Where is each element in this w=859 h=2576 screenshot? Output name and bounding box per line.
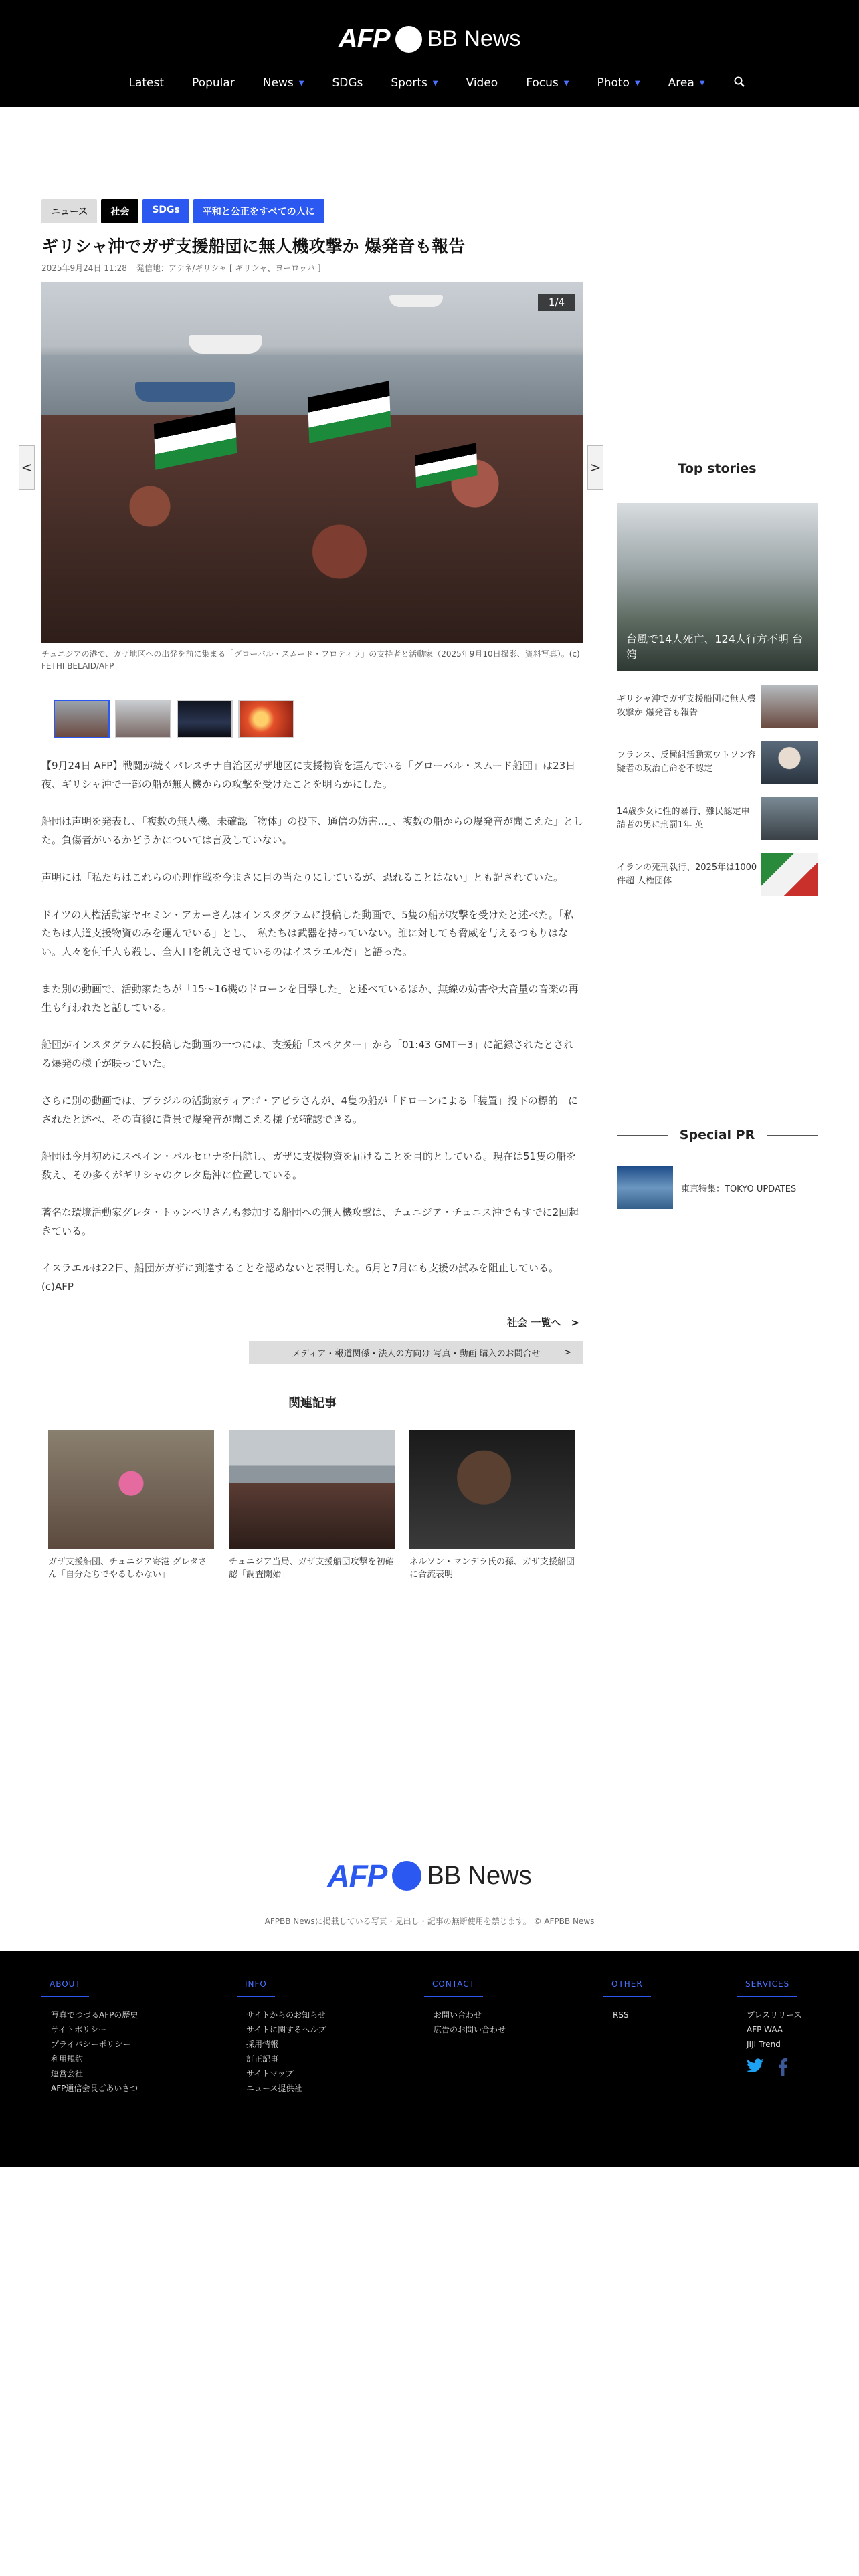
related-card[interactable] [48,1430,214,1582]
nav-label: Area [668,76,694,90]
footer-link[interactable]: 運営会社 [51,2069,84,2078]
photo-boat [135,382,235,402]
article-paragraph: 船団は今月初めにスペイン・バルセロナを出航し、ガザに支援物資を届けることを目的としている。現在は51隻の船を数え、その多くがギリシャのクレタ島沖に位置している。 [41,1150,577,1182]
footer-col-title: ABOUT [41,1979,89,1997]
logo-afp-text: AFP [338,24,390,53]
divider [617,1135,668,1136]
nav-label: Video [466,76,498,90]
footer-link[interactable]: AFP通信会長ごあいさつ [51,2084,138,2093]
site-logo[interactable] [0,24,859,58]
inquiry-button[interactable] [249,1341,583,1364]
nav-photo[interactable] [583,76,654,90]
nav-sports[interactable] [377,76,452,90]
thumbnail[interactable] [238,700,294,738]
nav-label: Sports [391,76,427,90]
footer-copyright: AFPBB Newsに掲載している写真・見出し・記事の無断使用を禁じます。 © AFPBB News [264,1917,595,1926]
top-story-item[interactable] [617,853,818,896]
thumbnail[interactable] [177,700,233,738]
related-heading-label: 関連記事 [288,1396,337,1410]
related-title: ガザ支援船団、チュニジア寄港 グレタさん「自分たちでやるしかない」 [48,1556,207,1580]
logo-bbnews-text: BB News [427,26,521,51]
tag-sdgs[interactable]: SDGs [142,199,189,223]
sidebar-top-stories [617,461,818,896]
footer-col-contact [424,1977,506,2037]
nav-label: Latest [128,76,165,90]
article-title: ギリシャ沖でガザ支援船団に無人機攻撃か 爆発音も報告 [41,237,466,256]
related-card[interactable] [229,1430,395,1582]
article-photo[interactable] [41,282,583,643]
top-story-thumb [761,797,818,840]
nav-news[interactable] [249,76,318,90]
tag-society[interactable]: 社会 [101,199,138,223]
top-story-item[interactable] [617,797,818,840]
photo-boat [389,295,443,307]
chevron-down-icon: ▼ [432,79,438,87]
footer-link[interactable]: JIJI Trend [747,2040,781,2049]
tag-news[interactable]: ニュース [41,199,97,223]
article [41,199,583,1582]
inquiry-label: メディア・報道関係・法人の方向け 写真・動画 購入のお問合せ [292,1349,541,1360]
footer-link[interactable]: 広告のお問い合わせ [434,2025,506,2034]
footer-link[interactable]: RSS [613,2010,629,2020]
footer-col-services [737,1977,802,2080]
top-story-title: 14歳少女に性的暴行、難民認定申請者の男に刑罰1年 英 [617,806,750,830]
social-links [737,2058,802,2080]
special-pr-thumb [617,1166,673,1209]
nav-focus[interactable] [512,76,583,90]
nav-label: Popular [192,76,235,90]
logo-bbnews-text: BB News [427,1861,532,1890]
footer-link[interactable]: プライバシーポリシー [51,2040,131,2049]
nav-latest[interactable] [115,76,179,90]
footer-link[interactable]: サイトからのお知らせ [246,2010,326,2020]
top-stories-label: Top stories [678,461,757,476]
footer-link[interactable]: サイトに関するヘルプ [246,2025,326,2034]
footer-link[interactable]: プレスリリース [747,2010,802,2020]
nav-sdgs[interactable] [318,76,377,90]
search-icon[interactable] [734,76,745,90]
footer-link[interactable]: サイトマップ [246,2069,294,2078]
footer-logo[interactable] [0,1858,859,1894]
article-paragraph: さらに別の動画では、ブラジルの活動家ティアゴ・アビラさんが、4隻の船が「ドローンによる「装置」投下の標的」にされたと述べ、その直後に背景で爆発音が聞こえる様子が確認できる。 [41,1094,578,1125]
footer-col-title: OTHER [603,1979,651,1997]
logo-circle-icon [395,26,422,53]
facebook-icon[interactable] [777,2058,788,2080]
thumbnail[interactable] [54,700,110,738]
footer-link[interactable]: 訂正記事 [246,2054,279,2064]
main-nav [0,70,859,96]
photo-counter: 1/4 [538,294,575,311]
nav-video[interactable] [452,76,512,90]
footer-link[interactable]: お問い合わせ [434,2010,482,2020]
top-stories-heading [617,461,818,476]
photo-boat [189,335,262,354]
related-list [48,1430,583,1582]
special-pr-heading [617,1128,818,1142]
nav-label: Focus [526,76,559,90]
sidebar-special-pr [617,1128,818,1209]
article-paragraph: また別の動画で、活動家たちが「15～16機のドローンを目撃した」と述べているほか、無線の妨害や大音量の音楽の再生も行われたと話している。 [41,982,579,1014]
footer-col-title: INFO [237,1979,275,1997]
chevron-right-icon: > [564,1348,571,1358]
related-image [409,1430,575,1549]
footer-link[interactable]: 写真でつづるAFPの歴史 [51,2010,138,2020]
related-title: チュニジア当局、ガザ支援船団攻撃を初確認「調査開始」 [229,1556,394,1580]
article-paragraph: 著名な環境活動家グレタ・トゥンベリさんも参加する船団への無人機攻撃は、チュニジア・チュニス沖でもすでに2回起きている。 [41,1206,579,1237]
footer-link[interactable]: 利用規約 [51,2054,84,2064]
top-story-hero-title: 台風で14人死亡、124人行方不明 台湾 [626,633,803,661]
nav-popular[interactable] [178,76,249,90]
special-pr-item[interactable] [617,1166,818,1209]
nav-label: SDGs [332,76,363,90]
footer-link[interactable]: AFP WAA [747,2025,783,2034]
tag-peace-justice[interactable]: 平和と公正をすべての人に [193,199,324,223]
special-pr-title: 東京特集：TOKYO UPDATES [681,1184,797,1194]
thumbnail[interactable] [115,700,171,738]
article-paragraph: ドイツの人権活動家ヤセミン・アカーさんはインスタグラムに投稿した動画で、5隻の船が攻撃を受けたと述べた。「私たちは人道支援物資のみを運んでいる」とし、「私たちは武器を持っていない。誰に対しても脅威を与えるつもりはない。人々を何千人も殺し、全人口を飢えさせているのはイスラエルだ」と語った。 [41,908,574,958]
nav-label: News [262,76,294,90]
article-paragraph: イスラエルは22日、船団がガザに到達することを認めないと表明した。6月と7月にも支援の試みを阻止している。(c)AFP [41,1262,559,1293]
photo-crowd [41,415,583,643]
footer-col-info [237,1977,326,2096]
next-photo-button[interactable]: > [587,445,603,490]
footer-col-title: CONTACT [424,1979,483,1997]
chevron-down-icon: ▼ [634,79,640,87]
chevron-down-icon: ▼ [298,79,304,87]
nav-label: Photo [597,76,630,90]
logo-circle-icon [392,1861,421,1891]
related-title: ネルソン・マンデラ氏の孫、ガザ支援船団に合流表明 [409,1556,575,1580]
article-paragraph: 声明には「私たちはこれらの心理作戦を今まさに目の当たりにしているが、恐れることはない」とも記されていた。 [41,871,564,883]
top-story-item[interactable] [617,685,818,728]
top-story-hero[interactable] [617,503,818,671]
top-story-thumb [761,741,818,784]
article-body [41,757,583,1297]
related-heading [41,1394,583,1411]
footer-col-about [41,1977,138,2096]
twitter-icon[interactable] [747,2058,764,2080]
photo-thumbnails [54,700,583,738]
site-header [0,0,859,107]
society-list-link[interactable]: 社会 一覧へ > [507,1316,579,1329]
logo-afp-text: AFP [327,1858,387,1893]
top-story-item[interactable] [617,741,818,784]
top-story-title: イランの死刑執行、2025年は1000件超 人権団体 [617,862,757,886]
footer-link[interactable]: ニュース提供社 [246,2084,302,2093]
nav-area[interactable] [654,76,719,90]
footer-col-other [603,1977,651,2022]
footer-col-title: SERVICES [737,1979,797,1997]
article-date: 2025年9月24日 11:28 [41,263,127,273]
top-story-thumb [761,853,818,896]
article-paragraph: 船団は声明を発表し、「複数の無人機、未確認「物体」の投下、通信の妨害…」、複数の船からの爆発音が聞こえた」とした。負傷者がいるかどうかについては言及していない。 [41,815,584,847]
related-card[interactable] [409,1430,575,1582]
article-paragraph: 【9月24日 AFP】戦闘が続くパレスチナ自治区ガザ地区に支援物資を運んでいる「グローバル・スムード船団」は23日夜、ギリシャ沖で一部の船が無人機からの攻撃を受けたことを明らかにした。 [41,759,576,790]
chevron-down-icon: ▼ [699,79,705,87]
divider [767,1135,818,1136]
chevron-down-icon: ▼ [563,79,569,87]
special-pr-label: Special PR [679,1128,755,1142]
article-paragraph: 船団がインスタグラムに投稿した動画の一つには、支援船「スペクター」から「01:43 GMT＋3」に記録されたとされる爆発の様子が映っていた。 [41,1039,574,1070]
top-story-thumb [761,685,818,728]
article-location: 発信地：アテネ/ギリシャ [ ギリシャ、ヨーロッパ ] [136,263,321,273]
footer-link[interactable]: 採用情報 [246,2040,279,2049]
top-story-title: フランス、反極組活動家ワトソン容疑者の政治亡命を不認定 [617,750,757,774]
related-image [48,1430,214,1549]
photo-caption: チュニジアの港で、ガザ地区への出発を前に集まる「グローバル・スムード・フロティラ」の支持者と活動家（2025年9月10日撮影、資料写真）。(c) FETHI BELAID/AFP [41,649,580,671]
related-image [229,1430,395,1549]
footer-link[interactable]: サイトポリシー [51,2025,107,2034]
prev-photo-button[interactable]: < [19,445,35,490]
site-footer [0,1951,859,2167]
article-meta [41,262,583,274]
article-tags [41,199,583,223]
top-story-title: ギリシャ沖でガザ支援船団に無人機攻撃か 爆発音も報告 [617,693,756,718]
